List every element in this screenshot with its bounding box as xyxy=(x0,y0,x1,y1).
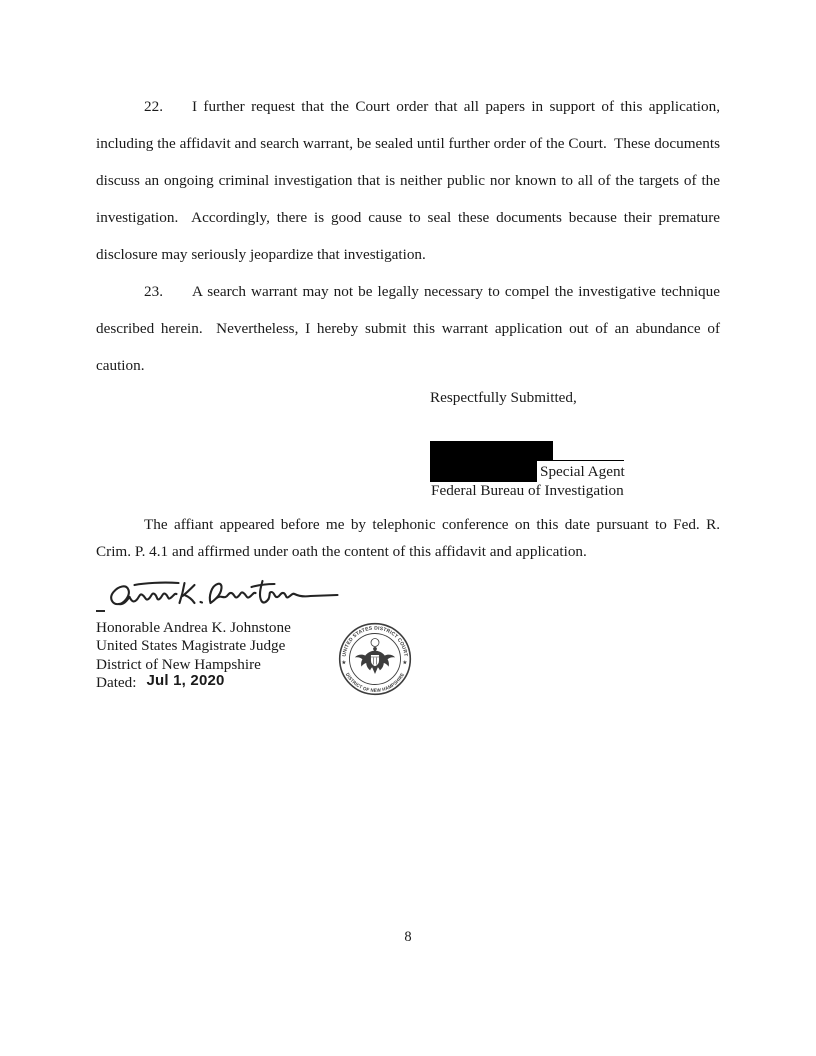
seal-right-star-icon: ★ xyxy=(402,660,408,666)
judge-district: District of New Hampshire xyxy=(96,655,261,673)
paragraph-23-number: 23. xyxy=(144,283,163,300)
judge-block xyxy=(96,619,291,693)
affirmation-paragraph xyxy=(96,511,724,565)
body-paragraphs xyxy=(96,88,724,384)
judge-title: United States Magistrate Judge xyxy=(96,637,286,655)
redaction-box xyxy=(430,460,537,482)
date-stamp: Jul 1, 2020 xyxy=(146,672,225,690)
closing-line: Respectfully Submitted, xyxy=(430,389,577,406)
paragraph-22-number: 22. xyxy=(144,98,163,115)
paragraph-23 xyxy=(96,273,724,384)
eagle-icon xyxy=(355,639,395,675)
seal-bottom-text: DISTRICT OF NEW HAMPSHIRE xyxy=(343,672,407,694)
seal-left-star-icon: ★ xyxy=(341,660,347,666)
paragraph-23-text: A search warrant may not be legally necessary to compel the investigative technique described herein. Nevertheless, I hereby submit this warrant application out of an abundance of caution. xyxy=(96,283,724,374)
signer-title: Special Agent xyxy=(540,463,625,480)
signature-line xyxy=(552,460,624,461)
signer-agency: Federal Bureau of Investigation xyxy=(431,482,624,499)
svg-text:DISTRICT OF NEW HAMPSHIRE xyxy=(344,672,407,694)
redaction-box xyxy=(430,441,553,461)
judge-name: Honorable Andrea K. Johnstone xyxy=(96,619,291,636)
dated-line xyxy=(96,674,291,692)
paragraph-22-text: I further request that the Court order that all papers in support of this application, including the affidavit and search warrant, be sealed until further order of the Court. These documents discuss an ongoing criminal investigation that is neither public nor known to all of the targets of the investigation. Accordingly, there is good cause to seal these documents because their premature disclosure may seriously jeopardize that investigation. xyxy=(96,98,724,263)
dated-label: Dated: xyxy=(96,674,137,692)
page-number: 8 xyxy=(404,929,412,945)
signature-underscore xyxy=(96,610,105,612)
affirmation-text: The affiant appeared before me by telephonic conference on this date pursuant to Fed. R. Crim. P. 4.1 and affirmed under oath the content of this affidavit and application. xyxy=(96,516,724,560)
paragraph-22 xyxy=(96,88,724,273)
judge-signature xyxy=(103,574,343,616)
seal-top-text: UNITED STATES DISTRICT COURT xyxy=(341,625,409,658)
court-seal-icon xyxy=(337,621,413,697)
